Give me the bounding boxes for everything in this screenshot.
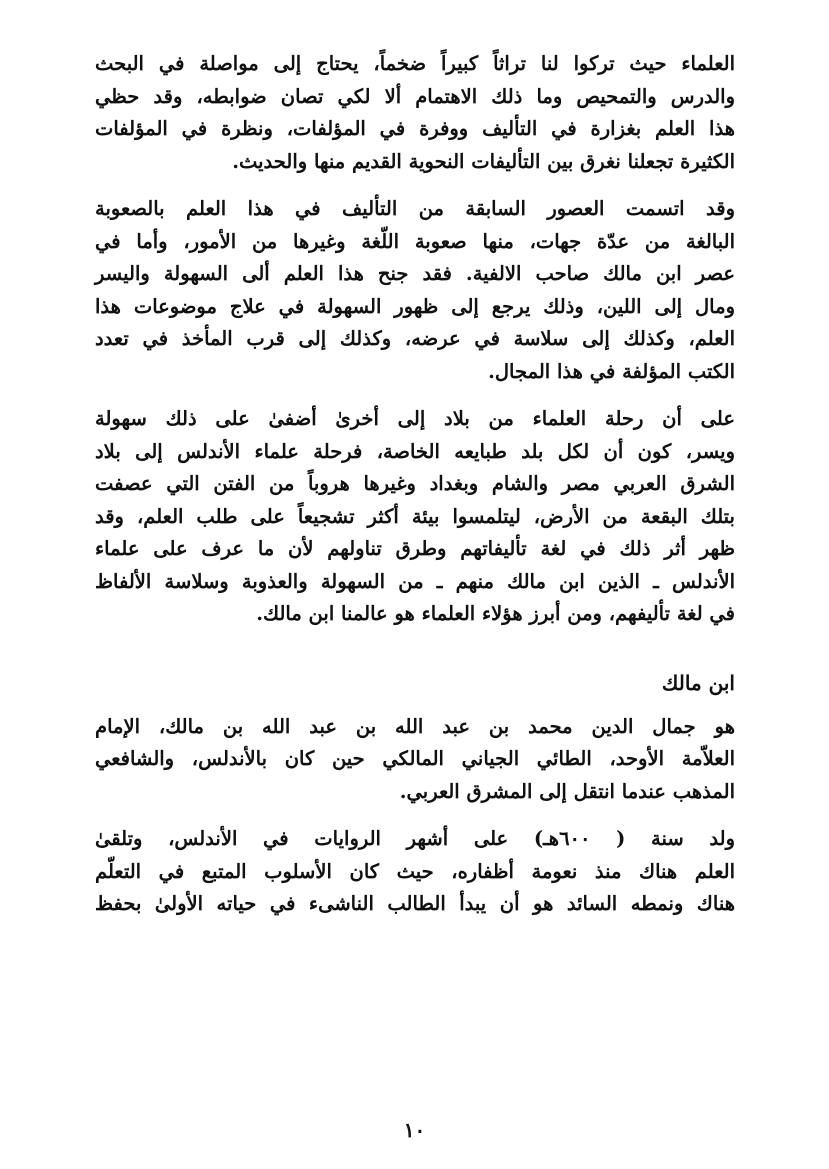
text-line: الكتب المؤلفة في هذا المجال. (488, 359, 735, 383)
text-line: ولد سنة ( ٦٠٠هـ) على أشهر الروايات في الأندلس، وتلقىٰ (95, 827, 735, 850)
paragraph-spacer (95, 808, 735, 823)
section-heading: ابن مالك (661, 670, 735, 695)
text-line: في لغة تأليفهم، ومن أبرز هؤلاء العلماء هو عالمنا ابن مالك. (256, 602, 735, 625)
text-line: الأندلس ـ الذين ابن مالك منهم ـ من السهولة والعذوبة وسلاسة الألفاظ (95, 569, 735, 593)
text-line: ظهر أثر ذلك في لغة تأليفاتهم وطرق تناولهم لأن ما عرف على علماء (95, 537, 735, 560)
paragraph-2 (95, 193, 735, 388)
text-line: على أن رحلة العلماء من بلاد إلى أخرىٰ أضفىٰ على ذلك سهولة (95, 407, 735, 430)
text-line: ومال إلى اللين، وذلك يرجع إلى ظهور السهولة في علاج موضوعات هذا (95, 294, 735, 318)
text-line: هذا العلم بغزارة في التأليف ووفرة في المؤلفات، ونظرة في المؤلفات (95, 117, 735, 140)
text-line: هناك ونمطه السائد هو أن يبدأ الطالب الناشىء في حياته الأولىٰ بحفظ (95, 892, 735, 915)
paragraph-3 (95, 403, 735, 631)
text-line: العلم هناك منذ نعومة أظفاره، حيث كان الأسلوب المتبع في التعلّم (95, 859, 735, 883)
text-line: والدرس والتمحيص وما ذلك الاهتمام ألا لكي تصان ضوابطه، وقد حظي (95, 84, 735, 108)
page-number: ١٠ (403, 1118, 426, 1142)
heading-spacer (95, 631, 735, 667)
text-line: العلماء حيث تركوا لنا تراثاً كبيراً ضخماً، يحتاج إلى مواصلة في البحث (95, 52, 735, 75)
text-line: البالغة من عدّة جهات، منها صعوبة اللّغة وغيرها من الأمور، وأما في (95, 229, 735, 253)
text-line: الشرق العربي مصر والشام وبغداد وغيرها هروباً من الفتن التي عصفت (95, 472, 735, 495)
book-page (95, 48, 735, 921)
paragraph-spacer (95, 388, 735, 403)
paragraph-1 (95, 48, 735, 178)
text-line: بتلك البقعة من الأرض، ليتلمسوا بيئة أكثر تشجيعاً على طلب العلم، وقد (95, 504, 735, 528)
text-line: عصر ابن مالك صاحب الالفية. فقد جنح هذا العلم ألى السهولة واليسر (95, 262, 735, 285)
text-line: هو جمال الدين محمد بن عبد الله بن عبد الله بن مالك، الإمام (95, 714, 735, 738)
paragraph-5 (95, 823, 735, 921)
text-line: المذهب عندما انتقل إلى المشرق العربي. (399, 779, 735, 803)
text-line: الكثيرة تجعلنا نغرق بين التأليفات النحوية القديم منها والحديث. (232, 149, 735, 173)
paragraph-spacer (95, 178, 735, 193)
text-line: العلم، وكذلك إلى سلاسة في عرضه، وكذلك إلى قرب المأخذ في تعدد (95, 327, 735, 350)
text-line: ويسر، كون أن لكل بلد طبايعه الخاصة، فرحلة علماء الأندلس إلى بلاد (95, 439, 735, 463)
paragraph-4 (95, 711, 735, 809)
heading-spacer (95, 699, 735, 711)
text-line: وقد اتسمت العصور السابقة من التأليف في هذا العلم بالصعوبة (95, 197, 735, 220)
text-line: العلاّمة الأوحد، الطائي الجياني المالكي حين كان بالأندلس، والشافعي (95, 747, 735, 770)
